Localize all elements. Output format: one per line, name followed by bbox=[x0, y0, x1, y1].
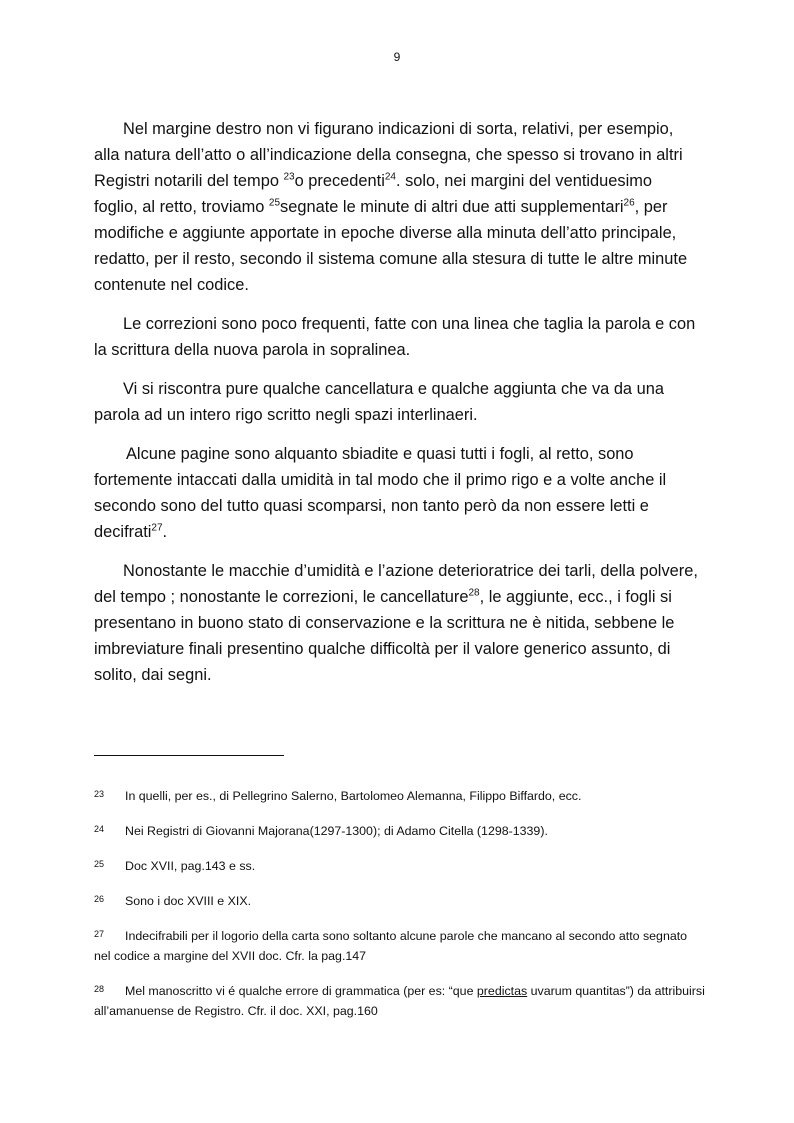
footnote-24 bbox=[94, 819, 706, 841]
paragraph-4 bbox=[94, 441, 700, 545]
footnote-25 bbox=[94, 854, 706, 876]
footnote-text: Nei Registri di Giovanni Majorana(1297-1300); di Adamo Citella (1298-1339). bbox=[125, 824, 548, 838]
paragraph-1-text-d: segnate le minute di altri due atti supplementari bbox=[280, 198, 624, 216]
page-number: 9 bbox=[393, 50, 401, 64]
paragraph-4-text-b: . bbox=[162, 523, 168, 541]
paragraph-1-text-b: o precedenti bbox=[294, 172, 385, 190]
footnote-ref-23[interactable]: 23 bbox=[283, 171, 295, 183]
paragraph-1-text-a: Nel margine destro non vi figurano indicazioni di sorta, relativi, per esempio, alla natura dell’atto o all’indicazione della consegna, che spesso si trovano in altri Registri notarili del tempo bbox=[94, 120, 683, 190]
footnote-text-b: uvarum quantitas”) da attribuirsi all’amanuense de Registro. Cfr. il doc. XXI, pag.160 bbox=[94, 984, 705, 1018]
footnote-ref-28[interactable]: 28 bbox=[468, 587, 480, 599]
footnote-number: 23 bbox=[94, 789, 105, 799]
footnote-number: 26 bbox=[94, 894, 105, 904]
footnote-number: 28 bbox=[94, 984, 105, 994]
footnote-text: In quelli, per es., di Pellegrino Salerno, Bartolomeo Alemanna, Filippo Biffardo, ecc. bbox=[125, 789, 582, 803]
footnote-text: Sono i doc XVIII e XIX. bbox=[125, 894, 252, 908]
footnote-number: 24 bbox=[94, 824, 105, 834]
footnote-ref-24[interactable]: 24 bbox=[384, 171, 396, 183]
paragraph-2: Le correzioni sono poco frequenti, fatte con una linea che taglia la parola e con la scrittura della nuova parola in sopralinea. bbox=[94, 315, 696, 359]
paragraph-5 bbox=[94, 558, 700, 688]
footnote-text: Indecifrabili per il logorio della carta sono soltanto alcune parole che mancano al secondo atto segnato nel codice a margine del XVII doc. Cfr. la pag.147 bbox=[94, 929, 688, 963]
footnote-number: 27 bbox=[94, 929, 105, 939]
footnote-23 bbox=[94, 784, 706, 806]
footnote-text: Doc XVII, pag.143 e ss. bbox=[125, 859, 256, 873]
paragraph-1-text-e: , per modifiche e aggiunte apportate in epoche diverse alla minuta dell’atto principale, redatto, per il resto, secondo il sistema comune alla stesura di tutte le altre minute contenute nel codice. bbox=[94, 198, 688, 294]
footnote-ref-25[interactable]: 25 bbox=[268, 197, 281, 209]
footnote-28 bbox=[94, 979, 706, 1021]
paragraph-5-text-a: Nonostante le macchie d’umidità e l’azione deterioratrice dei tarli, della polvere, del tempo ; nonostante le correzioni, le cancellature bbox=[94, 562, 698, 606]
paragraph-1 bbox=[94, 116, 700, 298]
footnote-ref-26[interactable]: 26 bbox=[623, 197, 635, 209]
footnotes bbox=[94, 784, 706, 1034]
footnote-26 bbox=[94, 889, 706, 911]
footnote-separator bbox=[94, 755, 284, 756]
paragraph-1-text-c: . solo, nei margini del ventiduesimo foglio, al retto, troviamo bbox=[94, 172, 652, 216]
footnote-underlined-word: predictas bbox=[476, 984, 528, 998]
footnote-27 bbox=[94, 924, 706, 966]
footnote-ref-27[interactable]: 27 bbox=[151, 522, 163, 534]
body-text bbox=[94, 116, 700, 701]
paragraph-5-text-b: , le aggiunte, ecc., i fogli si presentano in buono stato di conservazione e la scrittura ne è nitida, sebbene le imbreviature finali presentino qualche difficoltà per il valore generico assunto, di solito, dai segni. bbox=[94, 588, 675, 684]
footnote-number: 25 bbox=[94, 859, 105, 869]
paragraph-3: Vi si riscontra pure qualche cancellatura e qualche aggiunta che va da una parola ad un intero rigo scritto negli spazi interlinaeri. bbox=[94, 380, 664, 424]
paragraph-4-text-a: Alcune pagine sono alquanto sbiadite e quasi tutti i fogli, al retto, sono fortemente intaccati dalla umidità in tal modo che il primo rigo e a volte anche il secondo sono del tutto quasi scomparsi, non tanto però da non essere letti e decifrati bbox=[94, 445, 667, 541]
footnote-text-a: Mel manoscritto vi é qualche errore di grammatica (per es: “que bbox=[125, 984, 477, 998]
